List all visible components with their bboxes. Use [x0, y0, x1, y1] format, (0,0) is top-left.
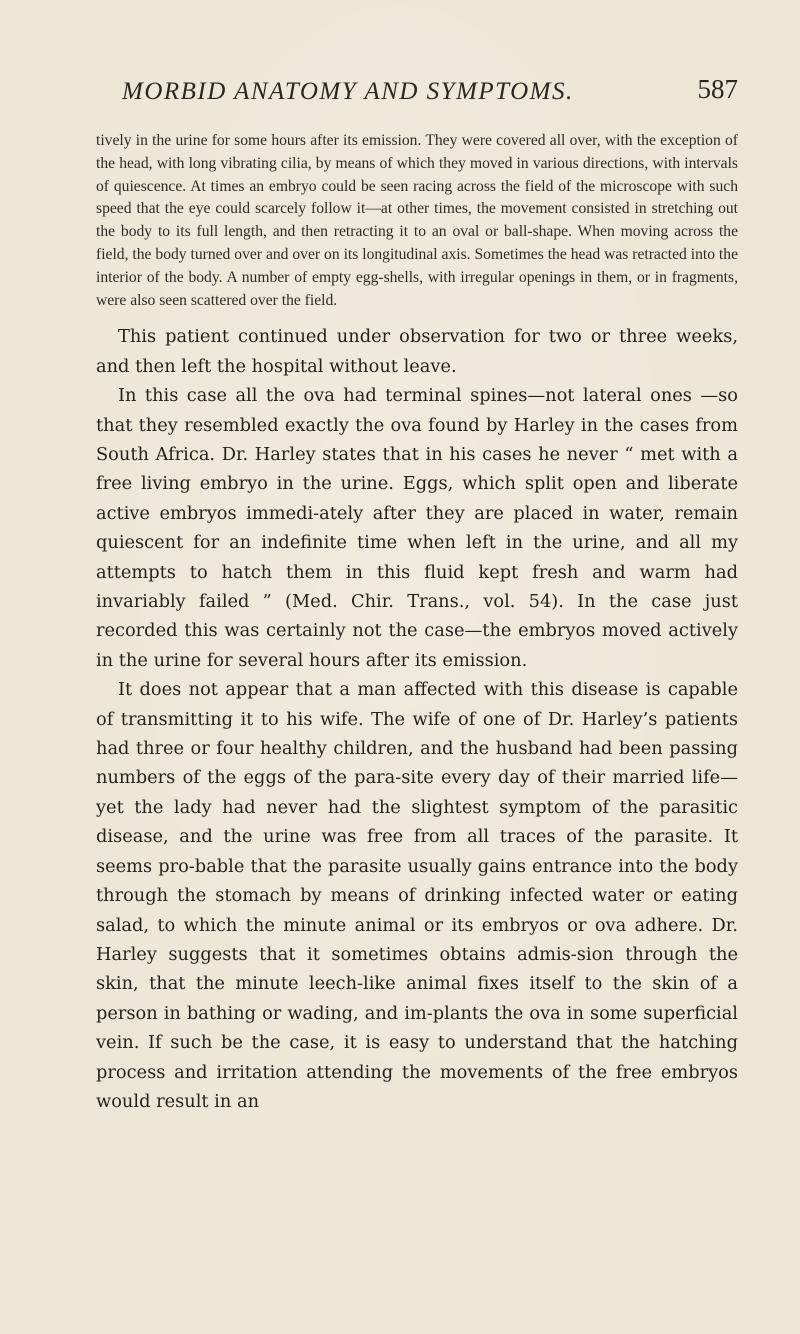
paragraph-case-notes: tively in the urine for some hours after its emission. They were covered all over, with the exception of the head, with long vibrating cilia, by means of which they moved in various directions, with intervals of quiescence. At times an embryo could be seen racing across the field of the microscope with such speed that the eye could scarcely follow it—at other times, the movement consisted in stretching out the body to its full length, and then retracting it to an oval or ball-shape. When moving across the field, the body turned over and over on its longitudinal axis. Sometimes the head was retracted into the interior of the body. A number of empty egg-shells, with irregular openings in them, or in fragments, were also seen scattered over the field. — [96, 132, 738, 309]
paragraph-terminal-spines: In this case all the ova had terminal spines—not lateral ones —so that they resembled exactly the ova found by Harley in the cases from South Africa. Dr. Harley states that in his cases he never “ met with a free living embryo in the urine. Eggs, which split open and liberate active embryos immedi-ately after they are placed in water, remain quiescent for an indefinite time when left in the urine, and all my attempts to hatch them in this fluid kept fresh and warm had invariably failed ” (Med. Chir. Trans., vol. 54). In the case just recorded this was certainly not the case—the embryos moved actively in the urine for several hours after its emission. — [96, 385, 738, 671]
running-head — [96, 58, 738, 106]
paragraph-observation: This patient continued under observation for two or three weeks, and then left the hospital without leave. — [96, 326, 738, 377]
running-head-title: MORBID ANATOMY AND SYMPTOMS. — [122, 78, 574, 105]
page-number: 587 — [697, 74, 738, 104]
paragraph-transmission: It does not appear that a man affected with this disease is capable of transmitting it to his wife. The wife of one of Dr. Harley’s patients had three or four healthy children, and the husband had been passing numbers of the eggs of the para-site every day of their married life—yet the lady had never had the slightest symptom of the parasitic disease, and the urine was free from all traces of the parasite. It seems pro-bable that the parasite usually gains entrance into the body through the stomach by means of drinking infected water or eating salad, to which the minute animal or its embryos or ova adhere. Dr. Harley suggests that it sometimes obtains admis-sion through the skin, that the minute leech-like animal fixes itself to the skin of a person in bathing or wading, and im-plants the ova in some superficial vein. If such be the case, it is easy to understand that the hatching process and irritation attending the movements of the free embryos would result in an — [96, 679, 738, 1112]
